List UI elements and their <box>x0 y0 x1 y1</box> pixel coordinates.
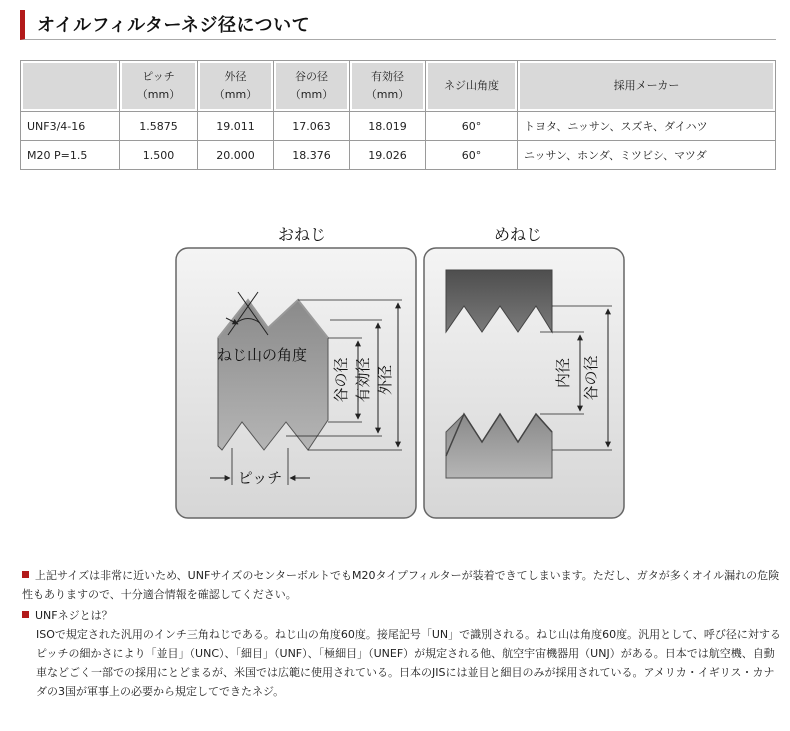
note-heading: UNFネジとは？ <box>35 609 113 622</box>
pitch-label: ピッチ <box>237 470 283 487</box>
table-row <box>21 141 776 170</box>
title-bar <box>20 10 776 40</box>
thread-angle-label: ねじ山の角度 <box>216 347 308 364</box>
table-cell: 1.5875 <box>120 112 198 141</box>
effective-diameter-label: 有効径 <box>355 357 372 403</box>
table-cell: ニッサン、ホンダ、ミツビシ、マツダ <box>518 141 776 170</box>
bullet-icon <box>22 571 29 578</box>
table-cell: 17.063 <box>274 112 350 141</box>
female-root-diameter-label: 谷の径 <box>583 355 600 401</box>
header-cell-root: 谷の径 （mm） <box>274 61 350 112</box>
table-cell: 19.011 <box>198 112 274 141</box>
header-cell-effective: 有効径 （mm） <box>350 61 426 112</box>
table-cell: トヨタ、ニッサン、スズキ、ダイハツ <box>518 112 776 141</box>
table-row <box>21 112 776 141</box>
header-cell-outer: 外径 （mm） <box>198 61 274 112</box>
outer-diameter-label: 外径 <box>377 364 394 396</box>
table-header-row <box>21 61 776 112</box>
page-title: オイルフィルターネジ径について <box>37 15 311 36</box>
notes-section <box>22 566 782 703</box>
header-cell-blank <box>21 61 120 112</box>
note-text: 上記サイズは非常に近いため、UNFサイズのセンターボルトでもM20タイプフィルターが装着できてしまいます。ただし、ガタが多くオイル漏れの危険性もありますので、十分適合情報を確認してください。 <box>22 569 780 601</box>
note-unf <box>22 606 782 701</box>
table-cell: 60° <box>426 112 518 141</box>
male-thread-title: おねじ <box>277 227 327 244</box>
female-lower-body <box>446 414 552 478</box>
inner-diameter-label: 内径 <box>555 357 572 389</box>
table-cell: 19.026 <box>350 141 426 170</box>
table-cell: 18.019 <box>350 112 426 141</box>
note-text: ISOで規定された汎用のインチ三角ねじである。ねじ山の角度60度。接尾記号「UN」で識別される。ねじ山は角度60度。汎用として、呼び径に対するピッチの細かさにより「並目」（UNC）、「細目」（UNF）、「極細目」（UNEF）が規定される他、航空宇宙機器用（UNJ）がある。日本では航空機、自動車などごく一部での採用にとどまるが、米国では広範に使用されている。日本のJISには並目と細目のみが採用されている。アメリカ・イギリス・カナダの3国が軍事上の必要から規定してできたネジ。 <box>36 628 781 698</box>
table-cell: 60° <box>426 141 518 170</box>
table-cell: 20.000 <box>198 141 274 170</box>
header-cell-angle: ネジ山角度 <box>426 61 518 112</box>
table-cell: 1.500 <box>120 141 198 170</box>
table-cell: M20 P=1.5 <box>21 141 120 170</box>
header-cell-pitch: ピッチ （mm） <box>120 61 198 112</box>
female-thread-title: めねじ <box>493 227 543 244</box>
thread-diagram <box>0 210 790 530</box>
table-cell: UNF3/4-16 <box>21 112 120 141</box>
bullet-icon <box>22 611 29 618</box>
spec-table <box>20 60 776 170</box>
note-compatibility <box>22 566 782 604</box>
table-cell: 18.376 <box>274 141 350 170</box>
header-cell-maker: 採用メーカー <box>518 61 776 112</box>
root-diameter-label: 谷の径 <box>333 357 350 403</box>
